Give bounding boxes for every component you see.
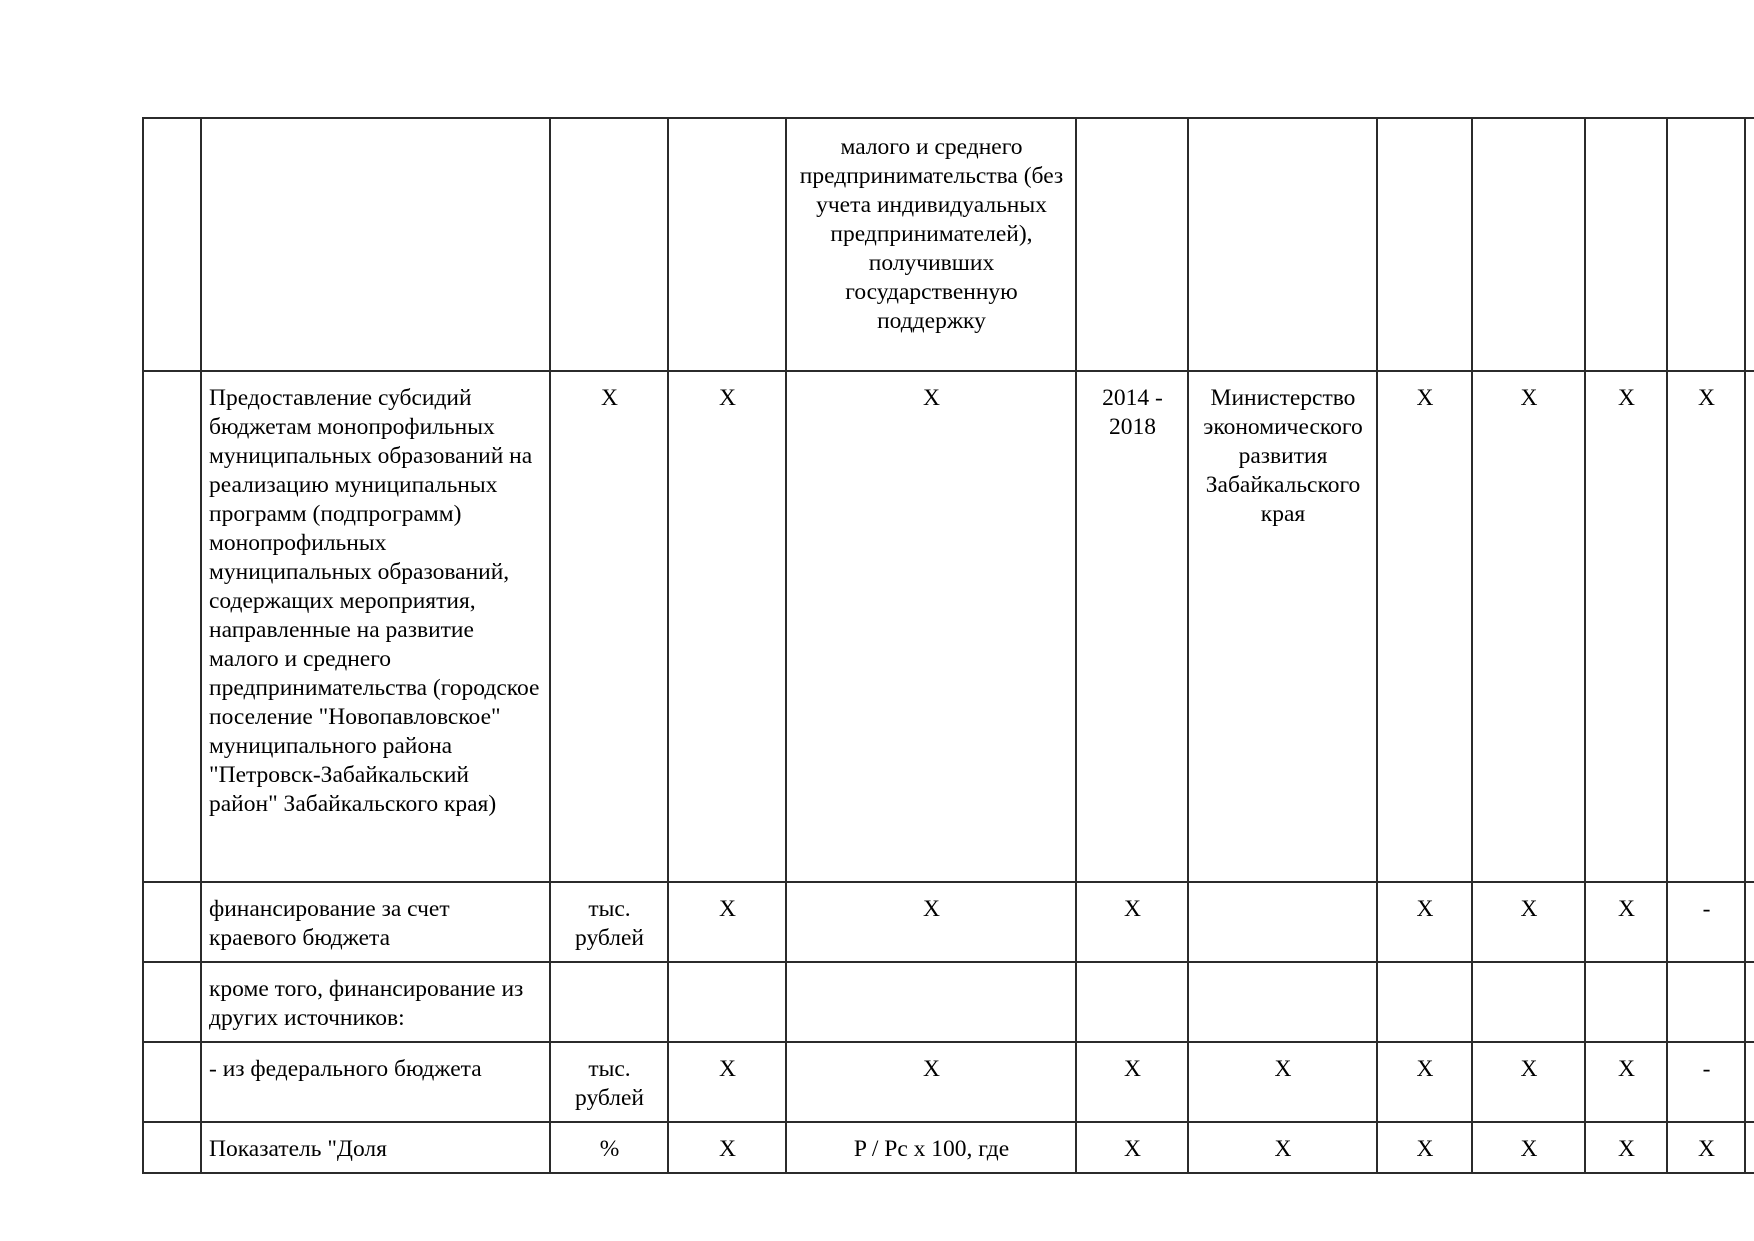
cell-unit [550, 118, 668, 371]
cell-value-5 [1745, 118, 1754, 371]
cell-value-3 [1585, 962, 1667, 1042]
cell-value-5 [1745, 962, 1754, 1042]
cell-method: X [786, 1042, 1076, 1122]
cell-value-1: X [1377, 1122, 1472, 1173]
cell-value-4: X [1667, 1122, 1745, 1173]
cell-value-2 [1472, 962, 1585, 1042]
cell-col4 [668, 118, 786, 371]
cell-unit: % [550, 1122, 668, 1173]
cell-value-1 [1377, 118, 1472, 371]
cell-value-5 [1745, 882, 1754, 962]
cell-responsible [1188, 882, 1377, 962]
cell-value-5 [1745, 1042, 1754, 1122]
cell-col4: X [668, 882, 786, 962]
cell-value-2: X [1472, 371, 1585, 882]
cell-value-1: X [1377, 371, 1472, 882]
cell-value-1: X [1377, 1042, 1472, 1122]
table-row-indicator [143, 1122, 1754, 1173]
cell-value-1: X [1377, 882, 1472, 962]
table-row-funding [143, 882, 1754, 962]
cell-value-3: X [1585, 1122, 1667, 1173]
cell-value-2: X [1472, 1042, 1585, 1122]
cell-value-2: X [1472, 882, 1585, 962]
cell-value-3: X [1585, 1042, 1667, 1122]
cell-method: X [786, 371, 1076, 882]
cell-number [143, 882, 201, 962]
cell-value-1 [1377, 962, 1472, 1042]
cell-value-4 [1667, 962, 1745, 1042]
cell-col4 [668, 962, 786, 1042]
table-row-continuation [143, 118, 1754, 371]
cell-name: финансирование за счет краевого бюджета [201, 882, 550, 962]
cell-value-3: X [1585, 882, 1667, 962]
cell-col4: X [668, 1042, 786, 1122]
cell-responsible: X [1188, 1122, 1377, 1173]
cell-value-4: X [1667, 371, 1745, 882]
cell-name: Предоставление субсидий бюджетам монопрофильных муниципальных образований на реализацию муниципальных программ (подпрограмм) монопрофильных муниципальных образований, содержащих мероприятия, направленные на развитие малого и среднего предпринимательства (городское поселение "Новопавловское" муниципального района "Петровск-Забайкальский район" Забайкальского края) [201, 371, 550, 882]
cell-value-2: X [1472, 1122, 1585, 1173]
cell-value-2 [1472, 118, 1585, 371]
cell-method [786, 962, 1076, 1042]
cell-responsible [1188, 118, 1377, 371]
cell-number [143, 1122, 201, 1173]
cell-unit [550, 962, 668, 1042]
cell-responsible: X [1188, 1042, 1377, 1122]
program-table [142, 117, 1754, 1174]
cell-period: X [1076, 1042, 1188, 1122]
cell-value-3 [1585, 118, 1667, 371]
cell-method: P / Pc x 100, где [786, 1122, 1076, 1173]
cell-period [1076, 962, 1188, 1042]
cell-responsible [1188, 962, 1377, 1042]
table-row-activity [143, 371, 1754, 882]
cell-number [143, 371, 201, 882]
cell-method: малого и среднего предпринимательства (без учета индивидуальных предпринимателей), получивших государственную поддержку [786, 118, 1076, 371]
cell-value-5 [1745, 371, 1754, 882]
cell-col4: X [668, 1122, 786, 1173]
cell-value-4 [1667, 118, 1745, 371]
cell-period: X [1076, 882, 1188, 962]
cell-name [201, 118, 550, 371]
cell-name: кроме того, финансирование из других источников: [201, 962, 550, 1042]
cell-col4: X [668, 371, 786, 882]
cell-unit: X [550, 371, 668, 882]
cell-period: X [1076, 1122, 1188, 1173]
cell-period [1076, 118, 1188, 371]
cell-number [143, 962, 201, 1042]
cell-value-4: - [1667, 1042, 1745, 1122]
cell-value-4: - [1667, 882, 1745, 962]
cell-value-3: X [1585, 371, 1667, 882]
table-row-federal [143, 1042, 1754, 1122]
cell-unit: тыс. рублей [550, 882, 668, 962]
cell-name: Показатель "Доля [201, 1122, 550, 1173]
cell-unit: тыс. рублей [550, 1042, 668, 1122]
cell-value-5 [1745, 1122, 1754, 1173]
cell-number [143, 1042, 201, 1122]
cell-name: - из федерального бюджета [201, 1042, 550, 1122]
table-row-other-sources [143, 962, 1754, 1042]
cell-responsible: Министерство экономического развития Забайкальского края [1188, 371, 1377, 882]
cell-method: X [786, 882, 1076, 962]
cell-number [143, 118, 201, 371]
cell-period: 2014 - 2018 [1076, 371, 1188, 882]
